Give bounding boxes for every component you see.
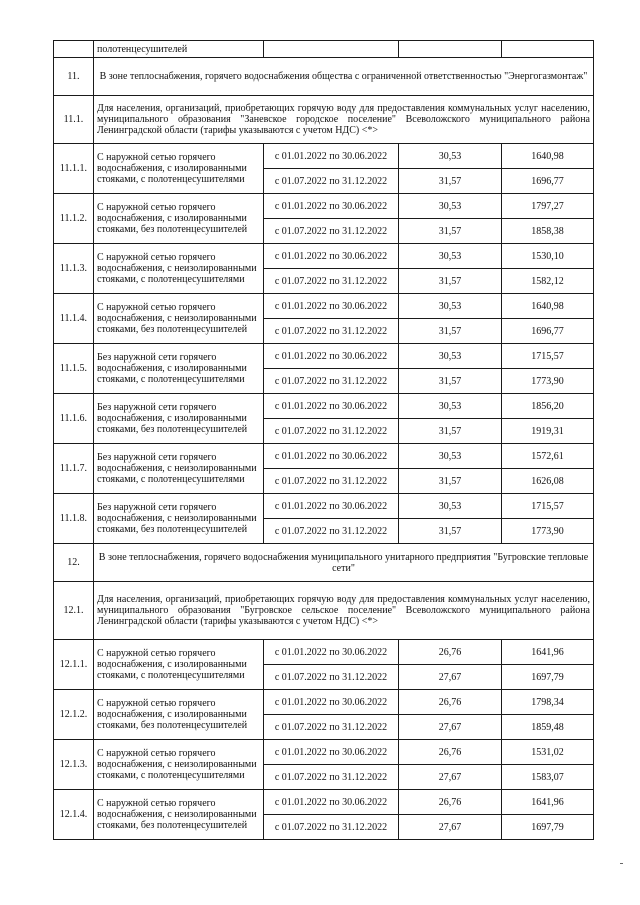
value1-cell: 30,53 [399,144,502,169]
period-cell: с 01.07.2022 по 31.12.2022 [264,169,399,194]
value1-cell: 31,57 [399,169,502,194]
period-cell: с 01.01.2022 по 30.06.2022 [264,144,399,169]
value2-cell: 1582,12 [502,269,594,294]
item-description: С наружной сетью горячего водоснабжения, с неизолированными стояками, с полотенцесушителями [94,740,264,790]
tariff-row [54,690,594,715]
item-number: 11.1.2. [54,194,94,244]
period-cell: с 01.01.2022 по 30.06.2022 [264,690,399,715]
value2-cell: 1530,10 [502,244,594,269]
period-cell: с 01.07.2022 по 31.12.2022 [264,665,399,690]
item-number: 12.1.3. [54,740,94,790]
tariff-row [54,444,594,469]
item-description: С наружной сетью горячего водоснабжения, с изолированными стояками, с полотенцесушителями [94,640,264,690]
zone-header-row [54,544,594,582]
item-description: Без наружной сети горячего водоснабжения, с неизолированными стояками, без полотенцесушителей [94,494,264,544]
tariff-row [54,640,594,665]
item-number: 12.1.2. [54,690,94,740]
group-number: 12.1. [54,582,94,640]
item-description: С наружной сетью горячего водоснабжения, с изолированными стояками, без полотенцесушителей [94,194,264,244]
value2-cell: 1697,79 [502,665,594,690]
item-number: 11.1.3. [54,244,94,294]
value2-cell: 1715,57 [502,344,594,369]
value2-cell: 1798,34 [502,690,594,715]
section-number: 12. [54,544,94,582]
value2-cell: 1856,20 [502,394,594,419]
period-cell: с 01.07.2022 по 31.12.2022 [264,269,399,294]
value1-cell: 31,57 [399,419,502,444]
value1-cell: 30,53 [399,494,502,519]
continued-row [54,41,594,58]
value1-cell: 30,53 [399,294,502,319]
period-cell: с 01.01.2022 по 30.06.2022 [264,444,399,469]
tariff-row [54,494,594,519]
tariff-row [54,194,594,219]
period-cell: с 01.07.2022 по 31.12.2022 [264,369,399,394]
section-number: 11. [54,58,94,96]
item-number: 11.1.4. [54,294,94,344]
group-number: 11.1. [54,96,94,144]
item-number: 11.1.6. [54,394,94,444]
value1-cell: 30,53 [399,444,502,469]
continued-description: полотенцесушителей [94,41,264,58]
item-number: 11.1.1. [54,144,94,194]
tariff-table-body [54,41,594,840]
value1-cell: 27,67 [399,815,502,840]
item-description: С наружной сетью горячего водоснабжения, с неизолированными стояками, без полотенцесушителей [94,790,264,840]
period-cell: с 01.01.2022 по 30.06.2022 [264,394,399,419]
period-cell: с 01.01.2022 по 30.06.2022 [264,344,399,369]
value1-cell: 31,57 [399,369,502,394]
period-cell: с 01.07.2022 по 31.12.2022 [264,469,399,494]
tariff-row [54,740,594,765]
tariff-table [53,40,594,840]
value2-cell: 1640,98 [502,294,594,319]
value1-cell: 27,67 [399,765,502,790]
zone-title: В зоне теплоснабжения, горячего водоснабжения муниципального унитарного предприятия "Бугровские тепловые сети" [94,544,594,582]
item-description: Без наружной сети горячего водоснабжения, с неизолированными стояками, с полотенцесушителями [94,444,264,494]
period-cell: с 01.07.2022 по 31.12.2022 [264,765,399,790]
value1-cell: 31,57 [399,269,502,294]
value1-cell: 26,76 [399,640,502,665]
period-cell: с 01.07.2022 по 31.12.2022 [264,715,399,740]
tariff-row [54,394,594,419]
scan-speck [620,863,623,864]
tariff-row [54,790,594,815]
value2-cell: 1572,61 [502,444,594,469]
zone-header-row [54,58,594,96]
value2-cell: 1797,27 [502,194,594,219]
item-description: С наружной сетью горячего водоснабжения, с изолированными стояками, без полотенцесушителей [94,690,264,740]
group-row [54,582,594,640]
period-cell: с 01.01.2022 по 30.06.2022 [264,244,399,269]
value2-cell: 1696,77 [502,169,594,194]
item-description: С наружной сетью горячего водоснабжения, с неизолированными стояками, без полотенцесушителей [94,294,264,344]
value1-cell: 30,53 [399,244,502,269]
value2-cell: 1773,90 [502,519,594,544]
value2-cell: 1583,07 [502,765,594,790]
value2-cell: 1858,38 [502,219,594,244]
period-cell: с 01.01.2022 по 30.06.2022 [264,740,399,765]
value2-cell: 1641,96 [502,790,594,815]
tariff-row [54,244,594,269]
period-cell: с 01.07.2022 по 31.12.2022 [264,219,399,244]
item-description: С наружной сетью горячего водоснабжения, с изолированными стояками, с полотенцесушителями [94,144,264,194]
value2-cell: 1641,96 [502,640,594,665]
period-cell: с 01.07.2022 по 31.12.2022 [264,419,399,444]
value1-cell: 30,53 [399,344,502,369]
continued-value2-cell [502,41,594,58]
value1-cell: 26,76 [399,690,502,715]
value1-cell: 31,57 [399,519,502,544]
continued-value1-cell [399,41,502,58]
value1-cell: 26,76 [399,740,502,765]
period-cell: с 01.01.2022 по 30.06.2022 [264,640,399,665]
value1-cell: 26,76 [399,790,502,815]
period-cell: с 01.07.2022 по 31.12.2022 [264,519,399,544]
value2-cell: 1626,08 [502,469,594,494]
value2-cell: 1715,57 [502,494,594,519]
group-row [54,96,594,144]
item-number: 11.1.7. [54,444,94,494]
value1-cell: 27,67 [399,665,502,690]
period-cell: с 01.01.2022 по 30.06.2022 [264,790,399,815]
value1-cell: 31,57 [399,219,502,244]
tariff-row [54,144,594,169]
group-description: Для населения, организаций, приобретающих горячую воду для предоставления коммунальных услуг населению, муниципального образования "Заневское городское поселение" Всеволожского муниципального района Ленинградской области (тарифы указываются с учетом НДС) <*> [94,96,594,144]
item-number: 12.1.4. [54,790,94,840]
value2-cell: 1640,98 [502,144,594,169]
value2-cell: 1859,48 [502,715,594,740]
value2-cell: 1919,31 [502,419,594,444]
continued-period-cell [264,41,399,58]
period-cell: с 01.07.2022 по 31.12.2022 [264,319,399,344]
period-cell: с 01.07.2022 по 31.12.2022 [264,815,399,840]
value2-cell: 1773,90 [502,369,594,394]
item-number: 12.1.1. [54,640,94,690]
tariff-row [54,294,594,319]
continued-num-cell [54,41,94,58]
item-description: Без наружной сети горячего водоснабжения, с изолированными стояками, без полотенцесушителей [94,394,264,444]
value1-cell: 31,57 [399,469,502,494]
zone-title: В зоне теплоснабжения, горячего водоснабжения общества с ограниченной ответственностью "Энергогазмонтаж" [94,58,594,96]
item-description: С наружной сетью горячего водоснабжения, с неизолированными стояками, с полотенцесушителями [94,244,264,294]
value2-cell: 1531,02 [502,740,594,765]
tariff-row [54,344,594,369]
value1-cell: 30,53 [399,394,502,419]
period-cell: с 01.01.2022 по 30.06.2022 [264,494,399,519]
value1-cell: 31,57 [399,319,502,344]
value1-cell: 27,67 [399,715,502,740]
item-description: Без наружной сети горячего водоснабжения, с изолированными стояками, с полотенцесушителями [94,344,264,394]
group-description: Для населения, организаций, приобретающих горячую воду для предоставления коммунальных услуг населению, муниципального образования "Бугровское сельское поселение" Всеволожского муниципального района Ленинградской области (тарифы указываются с учетом НДС) <*> [94,582,594,640]
value2-cell: 1697,79 [502,815,594,840]
period-cell: с 01.01.2022 по 30.06.2022 [264,294,399,319]
period-cell: с 01.01.2022 по 30.06.2022 [264,194,399,219]
item-number: 11.1.8. [54,494,94,544]
item-number: 11.1.5. [54,344,94,394]
value1-cell: 30,53 [399,194,502,219]
value2-cell: 1696,77 [502,319,594,344]
